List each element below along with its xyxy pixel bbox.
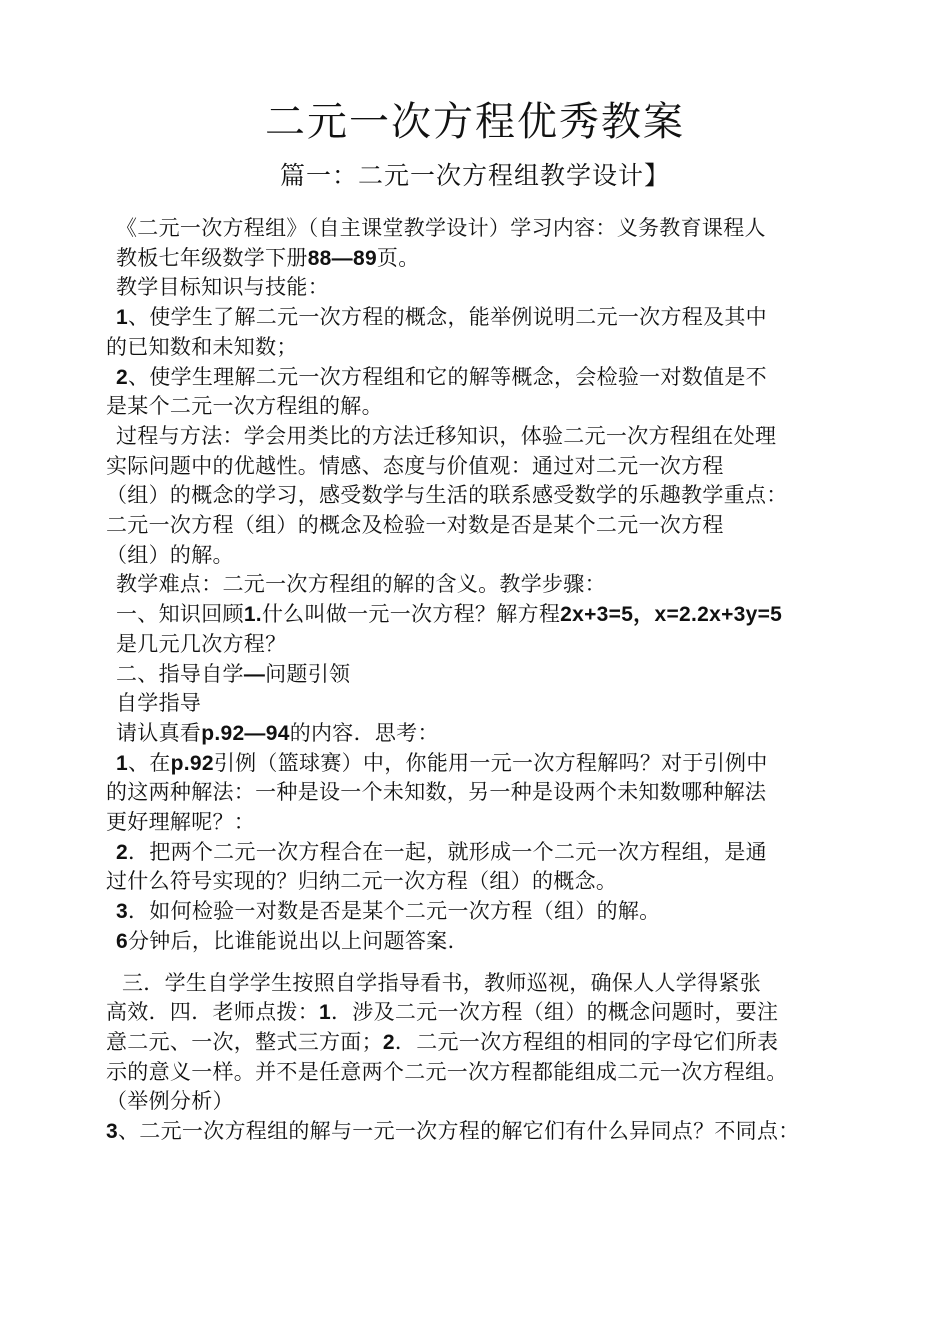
text-line: 1、在p.92引例（篮球赛）中，你能用一元一次方程解吗？对于引例中: [116, 750, 768, 775]
text-line: 三．学生自学学生按照自学指导看书，教师巡视，确保人人学得紧张: [122, 970, 761, 995]
document-subtitle: 篇一：二元一次方程组教学设计】: [279, 161, 670, 190]
text-line: 的这两种解法：一种是设一个未知数，另一种是设两个未知数哪种解法: [106, 780, 767, 805]
text-line: 自学指导: [116, 691, 202, 716]
text-line: （组）的解。: [106, 542, 234, 567]
text-line: 是某个二元一次方程组的解。: [106, 394, 383, 419]
text-line: 教板七年级数学下册88—89页。: [116, 245, 420, 270]
text-line: （举例分析）: [106, 1089, 234, 1114]
text-line: 请认真看p.92—94的内容．思考：: [116, 720, 439, 745]
text-line: 6分钟后，比谁能说出以上问题答案.: [116, 928, 455, 953]
text-line: 的已知数和未知数；: [106, 334, 298, 359]
document-body: [106, 214, 906, 1147]
document-title: 二元一次方程优秀教案: [265, 99, 685, 145]
text-line: 教学难点：二元一次方程组的解的含义。教学步骤：: [116, 572, 606, 597]
text-line: 过什么符号实现的？归纳二元一次方程（组）的概念。: [106, 869, 618, 894]
text-line: 教学目标知识与技能：: [116, 275, 329, 300]
text-line: 意二元、一次，整式三方面；2．二元一次方程组的相同的字母它们所表: [106, 1029, 779, 1054]
text-line: 2．把两个二元一次方程合在一起，就形成一个二元一次方程组，是通: [116, 839, 767, 864]
text-line: 二、指导自学—问题引领: [116, 661, 351, 686]
text-line: 实际问题中的优越性。情感、态度与价值观：通过对二元一次方程: [106, 453, 724, 478]
text-line: 3．如何检验一对数是否是某个二元一次方程（组）的解。: [116, 899, 661, 924]
text-line: 2、使学生理解二元一次方程组和它的解等概念，会检验一对数值是不: [116, 364, 767, 389]
text-line: 3、二元一次方程组的解与一元一次方程的解它们有什么异同点？不同点：: [106, 1119, 800, 1144]
text-line: （组）的概念的学习，感受数学与生活的联系感受数学的乐趣教学重点：: [106, 483, 788, 508]
text-line: 更好理解呢？：: [106, 810, 256, 835]
text-line: 高效．四．老师点拨：1．涉及二元一次方程（组）的概念问题时，要注: [106, 1000, 779, 1025]
text-line: 1、使学生了解二元一次方程的概念，能举例说明二元一次方程及其中: [116, 305, 767, 330]
text-line: 示的意义一样。并不是任意两个二元一次方程都能组成二元一次方程组。: [106, 1059, 788, 1084]
text-line: 一、知识回顾1.什么叫做一元一次方程？解方程2x+3=5，x=2.2x+3y=5: [116, 602, 783, 627]
text-line: 《二元一次方程组》（自主课堂教学设计）学习内容：义务教育课程人: [116, 216, 766, 240]
text-line: 是几元几次方程？: [116, 631, 287, 656]
text-line: 过程与方法：学会用类比的方法迁移知识，体验二元一次方程组在处理: [116, 423, 777, 448]
text-line: 二元一次方程（组）的概念及检验一对数是否是某个二元一次方程: [106, 513, 724, 538]
